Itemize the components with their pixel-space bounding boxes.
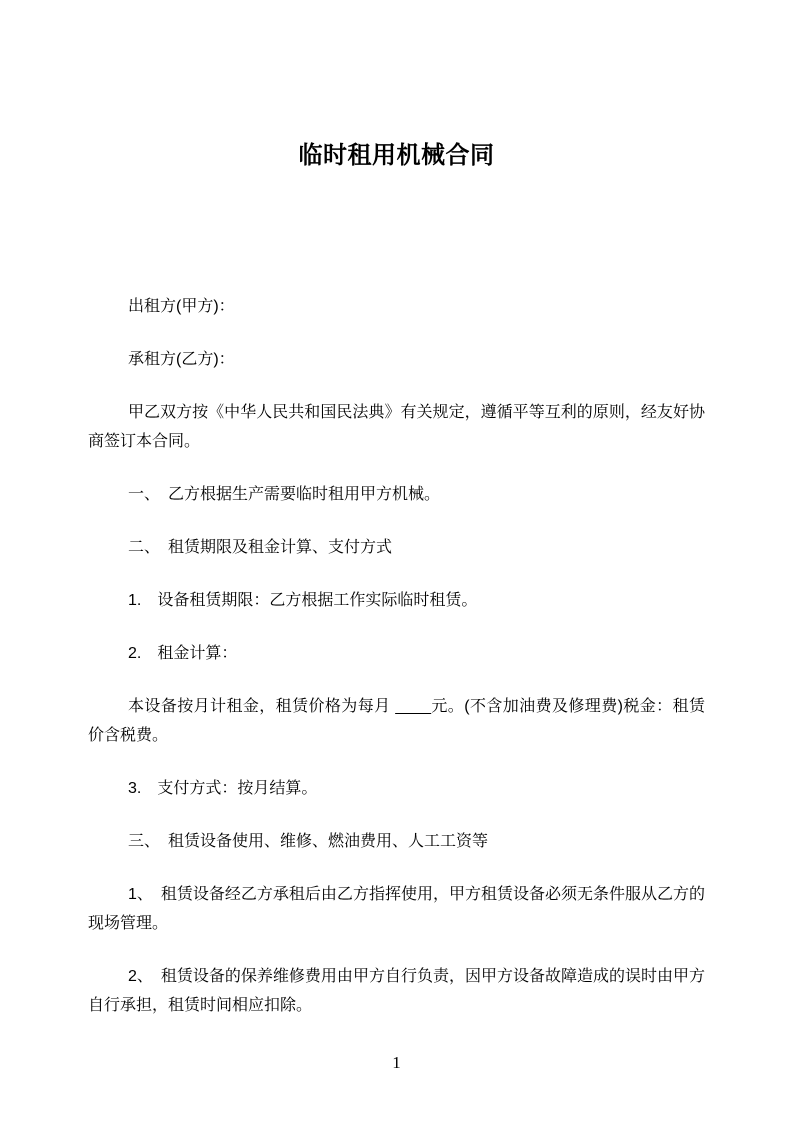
paragraph-clause-2-item-3: 3. 支付方式：按月结算。 bbox=[128, 780, 318, 797]
document-title: 临时租用机械合同 bbox=[298, 142, 495, 169]
paragraph-clause-3-item-1: 1、 租赁设备经乙方承租后由乙方指挥使用，甲方租赁设备必须无条件服从乙方的现场管理。 bbox=[88, 886, 705, 932]
paragraph-clause-2-item-1: 1. 设备租赁期限：乙方根据工作实际临时租赁。 bbox=[128, 592, 478, 609]
paragraph-lessee: 承租方(乙方)： bbox=[128, 351, 235, 368]
paragraph-clause-2-item-2: 2. 租金计算： bbox=[128, 645, 238, 662]
paragraph-clause-1: 一、 乙方根据生产需要临时租用甲方机械。 bbox=[128, 486, 441, 503]
paragraph-clause-3-item-2: 2、 租赁设备的保养维修费用由甲方自行负责，因甲方设备故障造成的误时由甲方自行承担，租赁时间相应扣除。 bbox=[88, 968, 705, 1014]
paragraph-clause-2-heading: 二、 租赁期限及租金计算、支付方式 bbox=[128, 539, 393, 556]
paragraph-preamble: 甲乙双方按《中华人民共和国民法典》有关规定，遵循平等互利的原则，经友好协商签订本合同。 bbox=[88, 404, 705, 450]
paragraph-lessor: 出租方(甲方)： bbox=[128, 298, 235, 315]
paragraph-rent-detail: 本设备按月计租金，租赁价格为每月 ____元。(不含加油费及修理费)税金：租赁价含税费。 bbox=[88, 698, 705, 744]
paragraph-clause-3-heading: 三、 租赁设备使用、维修、燃油费用、人工工资等 bbox=[128, 833, 489, 850]
page-number: 1 bbox=[392, 1053, 401, 1072]
